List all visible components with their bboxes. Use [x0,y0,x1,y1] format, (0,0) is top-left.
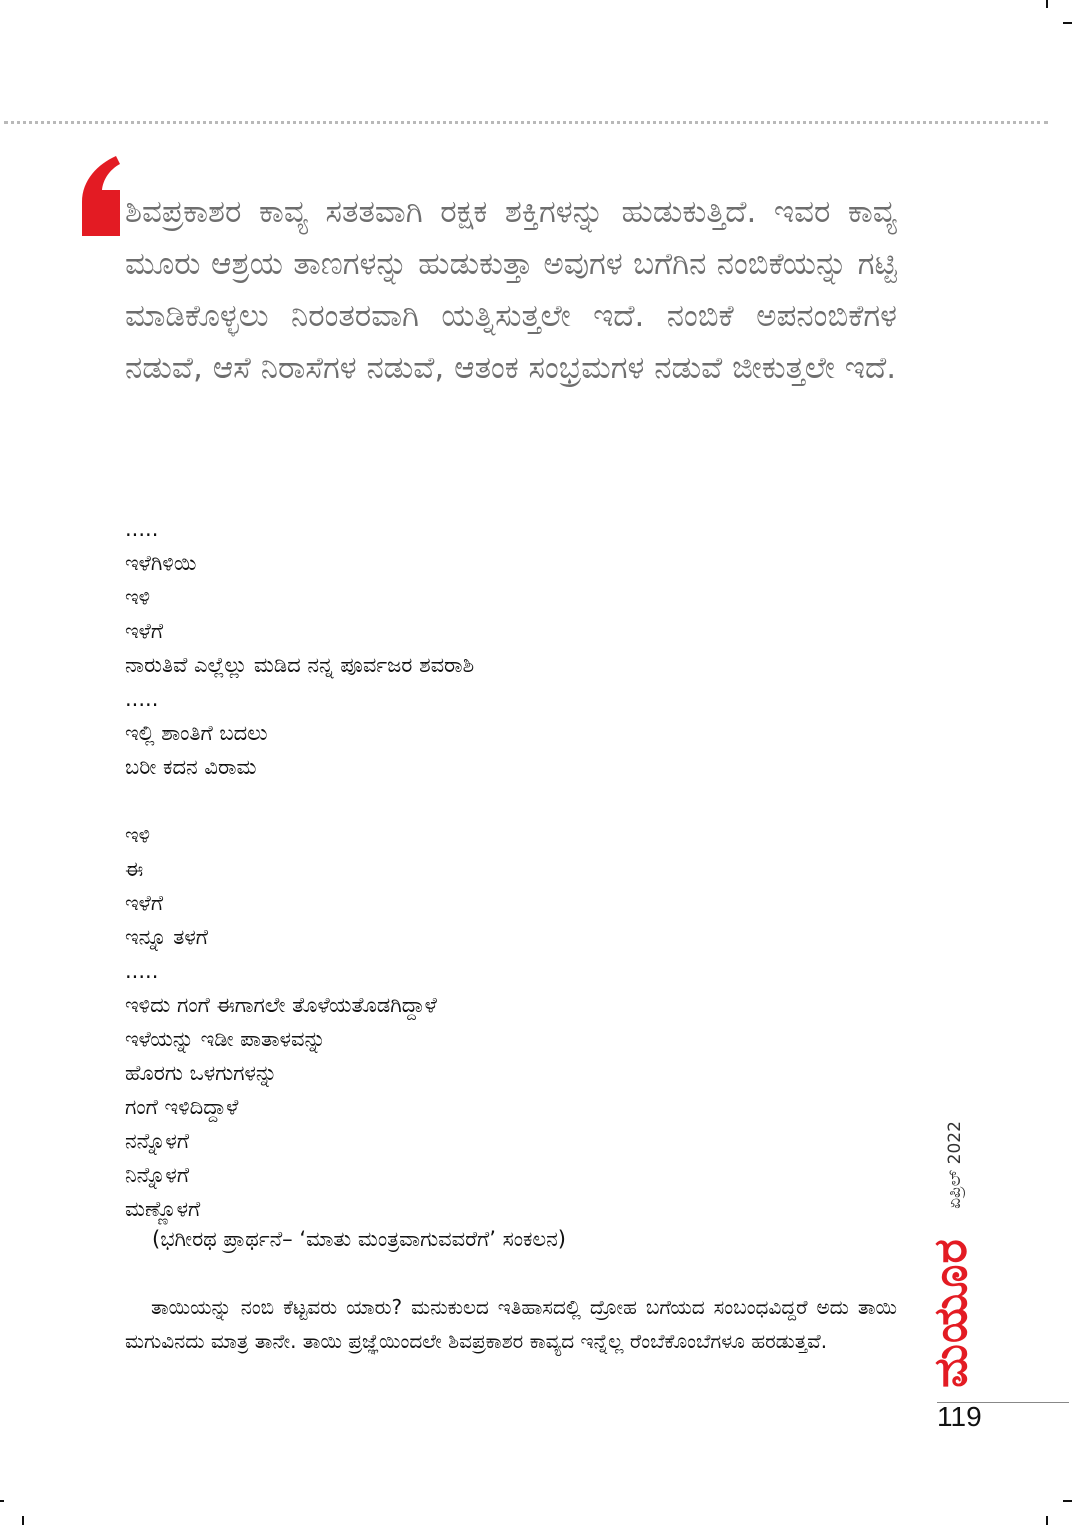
poem [125,512,825,1226]
poem-line: ..... [125,687,159,711]
poem-line: ನನ್ನೊಳಗೆ [125,1129,190,1153]
poem-stanza-break [125,784,825,818]
crop-mark [1063,1500,1072,1502]
crop-mark [1046,0,1048,8]
poem-line: ಇನ್ನೂ ತಳಗೆ [125,925,208,949]
poem-line: ..... [125,517,159,541]
poem-line: ಇಳಿ [125,585,151,609]
body-paragraph: ತಾಯಿಯನ್ನು ನಂಬಿ ಕೆಟ್ಟವರು ಯಾರು? ಮನುಕುಲದ ಇತಿಹಾಸದಲ್ಲಿ ದ್ರೋಹ ಬಗೆಯದ ಸಂಬಂಧವಿದ್ದರೆ ಅದು ತಾಯಿ ಮಗುವಿನದು ಮಾತ್ರ ತಾನೇ. ತಾಯಿ ಪ್ರಜ್ಞೆಯಿಂದಲೇ ಶಿವಪ್ರಕಾಶರ ಕಾವ್ಯದ ಇನ್ನೆಲ್ಲ ರೆಂಬೆಕೊಂಬೆಗಳೂ ಹರಡುತ್ತವೆ. [125,1295,897,1353]
poem-line: ಮಣ್ಣೊಳಗೆ [125,1197,201,1221]
crop-mark [22,1516,24,1525]
crop-mark [1046,1516,1048,1525]
poem-line: ನಾರುತಿವೆ ಎಲ್ಲೆಲ್ಲು ಮಡಿದ ನನ್ನ ಪೂರ್ವಜರ ಶವರಾಶಿ [125,653,475,677]
quote-mark-icon [76,156,120,236]
pull-quote: ಶಿವಪ್ರಕಾಶರ ಕಾವ್ಯ ಸತತವಾಗಿ ರಕ್ಷಕ ಶಕ್ತಿಗಳನ್ನು ಹುಡುಕುತ್ತಿದೆ. ಇವರ ಕಾವ್ಯ ಮೂರು ಆಶ್ರಯ ತಾಣಗಳನ್ನು ಹುಡುಕುತ್ತಾ ಅವುಗಳ ಬಗೆಗಿನ ನಂಬಿಕೆಯನ್ನು ಗಟ್ಟಿ ಮಾಡಿಕೊಳ್ಳಲು ನಿರಂತರವಾಗಿ ಯತ್ನಿಸುತ್ತಲೇ ಇದೆ. ನಂಬಿಕೆ ಅಪನಂಬಿಕೆಗಳ ನಡುವೆ, ಆಸೆ ನಿರಾಸೆಗಳ ನಡುವೆ, ಆತಂಕ ಸಂಭ್ರಮಗಳ ನಡುವೆ ಜೀಕುತ್ತಲೇ ಇದೆ. [125,194,897,386]
poem-line: ಈ [125,857,144,881]
poem-line: ಇಳೆಗೆ [125,619,164,643]
crop-mark [0,1500,4,1502]
poem-line: ಇಳೆಗಿಳಿಯಿ [125,551,197,575]
poem-line: ಹೊರಗು ಒಳಗುಗಳನ್ನು [125,1061,278,1085]
issue-date: ಏಪ್ರಿಲ್ 2022 [945,1121,965,1209]
poem-line: ಇಳಿದು ಗಂಗೆ ಈಗಾಗಲೇ ತೊಳೆಯತೊಡಗಿದ್ದಾಳೆ [125,993,437,1017]
poem-line: ನಿನ್ನೊಳಗೆ [125,1163,190,1187]
poem-line: ಇಳೆಗೆ [125,891,164,915]
poem-line: ಇಲ್ಲಿ ಶಾಂತಿಗೆ ಬದಲು [125,721,268,745]
poem-line: ಗಂಗೆ ಇಳಿದಿದ್ದಾಳೆ [125,1095,239,1119]
poem-source: (ಭಗೀರಥ ಪ್ರಾರ್ಥನೆ– ‘ಮಾತು ಮಂತ್ರವಾಗುವವರೆಗೆ’ ಸಂಕಲನ) [152,1227,566,1251]
crop-mark [1063,22,1072,24]
page-number: 119 [937,1401,982,1432]
dotted-divider [4,121,1048,124]
poem-line: ಇಳೆಯನ್ನು ಇಡೀ ಪಾತಾಳವನ್ನು [125,1027,326,1051]
magazine-name: ಮಯೂರ [923,1238,977,1388]
poem-line: ಬರೀ ಕದನ ವಿರಾಮ [125,755,257,779]
poem-line: ಇಳಿ [125,823,151,847]
poem-line: ..... [125,959,159,983]
